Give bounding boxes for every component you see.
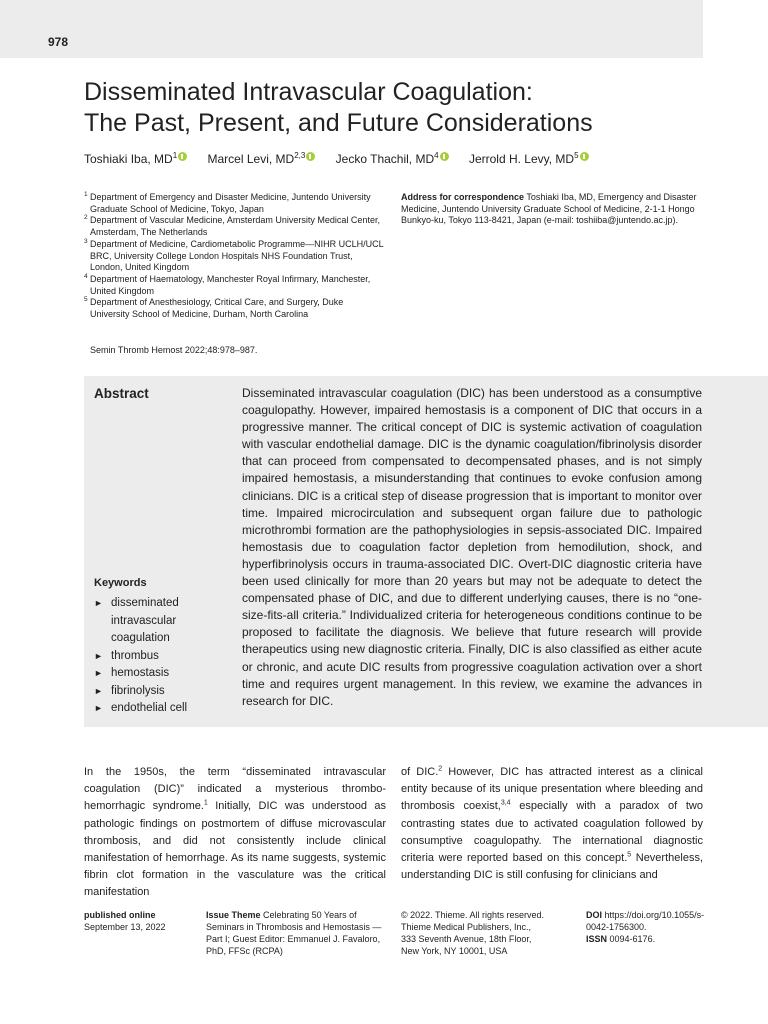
issn-value: 0094-6176. (609, 934, 656, 944)
author-name: Jecko Thachil, MD (335, 152, 435, 166)
affiliation-text: Department of Haematology, Manchester Royal Infirmary, Manchester, United Kingdom (90, 273, 371, 296)
keyword-label: fibrinolysis (111, 684, 165, 697)
keyword-item[interactable] (94, 595, 224, 648)
orcid-icon[interactable] (178, 152, 187, 161)
footer-issue-theme (206, 909, 390, 957)
keywords-heading: Keywords (94, 577, 147, 589)
body-column-left (84, 764, 386, 902)
correspondence-text: Toshiaki Iba, MD, Emergency and Disaster Medicine, Juntendo University Graduate School of Medicine, 2-1-1 Hongo Bunkyo-ku, Tokyo 113-8421, Japan (e-mail: toshiiba@juntendo.ac.jp). (401, 192, 697, 226)
abstract-text: Disseminated intravascular coagulation (DIC) has been understood as a consumptive coagulopathy. However, impaired hemostasis is a component of DIC that occurs in a progressive manner. The critical concept of DIC is systemic activation of coagulation with vascular endothelial damage. DIC is the dynamic coagulation/fibrinolysis disorder that can proceed from compensated to decompensated phases, and is not simply impaired hemostasis, a misunderstanding that continues to evoke confusion among clinicians. DIC is a critical step of disease progression that is important to monitor over time. Impaired microcirculation and subsequent organ failure due to pathologic microthrombi formation are the pathophysiologies in sepsis-associated DIC. Impaired hemostasis due to coagulation factor depletion from hemodilution, shock, and hyperfibrinolysis occurs in trauma-associated DIC. Overt-DIC diagnostic criteria have been used clinically for more than 20 years but may not be adequate to detect the compensated phase of DIC, and due to different underlying causes, there is no “one-size-fits-all criteria.” Individualized criteria for heterogeneous conditions continue to be proposed to facilitate the diagnosis. We believe that future research will provide therapeutics using new diagnostic criteria. Finally, DIC is also classified as either acute or chronic, and acute DIC results from progressive coagulation activation over a short time and requires urgent management. In this review, we examine the advances in research for DIC. (242, 386, 702, 708)
issue-theme-text: Celebrating 50 Years of Seminars in Thrombosis and Hemostasis —Part I; Guest Editor: Emmanuel J. Favaloro, PhD, FFSc (RCPA) (206, 910, 382, 956)
arrow-right-icon: ► (94, 668, 103, 678)
affiliation-number: 2 (84, 214, 88, 222)
author-name: Marcel Levi, MD (207, 152, 295, 166)
reference-link[interactable]: 1 (203, 799, 208, 807)
doi-label: DOI (586, 910, 603, 920)
header-bar (0, 0, 703, 58)
keyword-item[interactable] (94, 683, 224, 701)
author-affiliation-ref: 2,3 (294, 151, 306, 160)
footer-doi (586, 909, 711, 945)
keyword-item[interactable] (94, 648, 224, 666)
body-text: especially with a paradox of two contrasting states due to activated coagulation followed by consumptive coagulopathy. The international diagnostic criteria were reported based on this concept. (401, 800, 703, 865)
reference-link[interactable]: 2 (438, 765, 443, 773)
issn-label: ISSN (586, 934, 608, 944)
keywords-list (94, 595, 224, 718)
affiliation-number: 5 (84, 296, 88, 304)
author-2[interactable] (208, 151, 316, 166)
author-affiliation-ref: 1 (172, 151, 178, 160)
body-text: Initially, DIC was understood as pathologic findings on postmortem of diffuse microvascular thrombosis, and did not consistently include clinical manifestation of hemorrhage. As its name suggests, systemic fibrin clot formation in the vasculature was the critical manifestation (84, 800, 386, 899)
affiliation-number: 3 (84, 237, 88, 245)
affiliation-1 (84, 192, 384, 215)
affiliation-number: 4 (84, 272, 88, 280)
correspondence-label: Address for correspondence (401, 192, 525, 202)
affiliation-text: Department of Vascular Medicine, Amsterdam University Medical Center, Amsterdam, The Netherlands (90, 215, 380, 238)
author-name: Toshiaki Iba, MD (84, 152, 173, 166)
body-text: In the 1950s, the term “disseminated intravascular coagulation (DIC)” indicated a mysterious thrombo-hemorrhagic syndrome. (84, 766, 386, 813)
keyword-item[interactable] (94, 700, 224, 718)
body-text: However, DIC has attracted interest as a clinical entity because of its unique presentation where bleeding and thrombosis coexist, (401, 766, 703, 813)
issue-theme-label: Issue Theme (206, 910, 261, 920)
arrow-right-icon: ► (94, 598, 103, 608)
affiliations (84, 192, 384, 321)
keyword-label: disseminated intravascular coagulation (111, 597, 179, 644)
body-text: of DIC. (401, 766, 439, 778)
affiliation-5 (84, 297, 384, 320)
correspondence-address (401, 192, 706, 227)
affiliation-number: 1 (84, 191, 88, 198)
doi-link[interactable]: https://doi.org/10.1055/s-0042-1756300. (586, 910, 705, 932)
keyword-label: endothelial cell (111, 702, 188, 714)
arrow-right-icon: ► (94, 650, 103, 661)
published-date: September 13, 2022 (84, 922, 166, 932)
arrow-right-icon: ► (94, 685, 103, 696)
reference-link[interactable]: 3,4 (500, 799, 511, 807)
title-line-2: The Past, Present, and Future Considerations (84, 109, 593, 137)
page-number: 978 (48, 35, 69, 49)
arrow-right-icon: ► (94, 703, 103, 713)
author-1[interactable] (84, 151, 187, 166)
author-affiliation-ref: 4 (434, 151, 439, 160)
author-list (84, 151, 606, 166)
affiliation-text: Department of Medicine, Cardiometabolic Programme—NIHR UCLH/UCL BRC, University College London Hospitals NHS Foundation Trust, London, United Kingdom (90, 238, 384, 273)
affiliation-3 (84, 239, 384, 274)
author-affiliation-ref: 5 (574, 151, 579, 160)
address-line: 333 Seventh Avenue, 18th Floor, (401, 934, 532, 944)
footer-copyright (401, 909, 576, 957)
author-3[interactable] (336, 151, 449, 166)
abstract-heading: Abstract (94, 386, 149, 401)
journal-citation: Semin Thromb Hemost 2022;48:978–987. (90, 345, 258, 355)
keyword-label: thrombus (111, 649, 159, 662)
orcid-icon[interactable] (440, 152, 449, 161)
address-line: New York, NY 10001, USA (401, 946, 508, 956)
title-line-1: Disseminated Intravascular Coagulation: (84, 78, 533, 106)
body-text: Nevertheless, understanding DIC is still confusing for clinicians and (401, 852, 703, 882)
affiliation-2 (84, 215, 384, 238)
affiliation-text: Department of Anesthesiology, Critical Care, and Surgery, Duke University School of Medicine, Durham, North Carolina (90, 297, 344, 320)
reference-link[interactable]: 5 (627, 851, 632, 859)
affiliation-text: Department of Emergency and Disaster Medicine, Juntendo University Graduate School of Medicine, Tokyo, Japan (90, 192, 371, 214)
orcid-icon[interactable] (580, 152, 589, 161)
orcid-icon[interactable] (306, 152, 315, 161)
copyright-line: © 2022. Thieme. All rights reserved. (401, 910, 545, 920)
affiliation-4 (84, 274, 384, 297)
author-4[interactable] (469, 151, 589, 166)
published-label: published online (84, 910, 156, 920)
article-title (84, 77, 704, 139)
keyword-item[interactable] (94, 665, 224, 683)
body-column-right (401, 764, 703, 884)
author-name: Jerrold H. Levy, MD (468, 152, 575, 166)
abstract-box (84, 376, 768, 727)
publisher-line: Thieme Medical Publishers, Inc., (401, 922, 532, 932)
keyword-label: hemostasis (111, 667, 170, 679)
footer-published (84, 909, 194, 933)
